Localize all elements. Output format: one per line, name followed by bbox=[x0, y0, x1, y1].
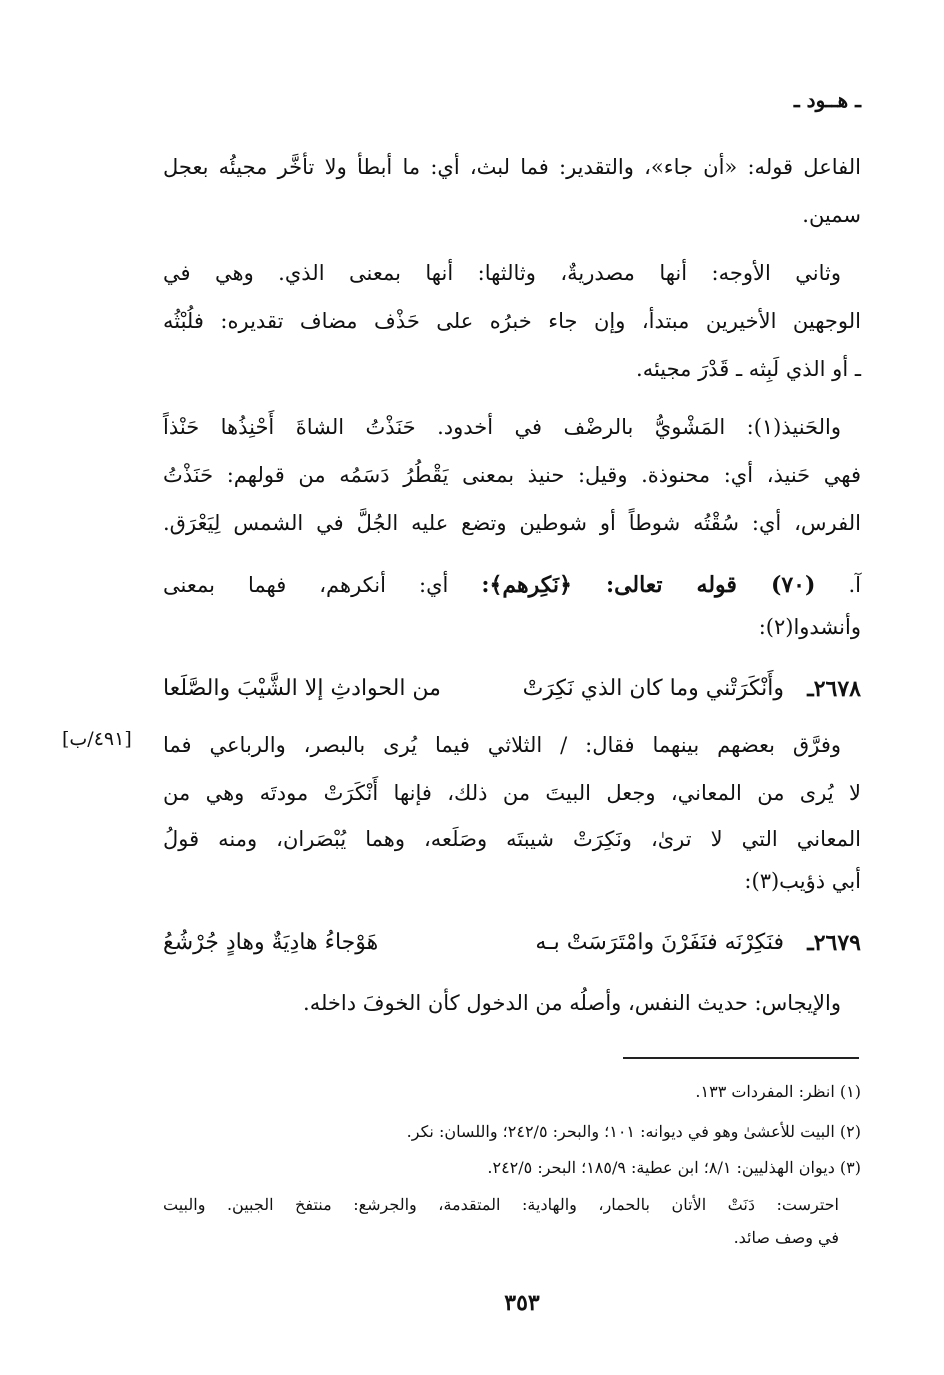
paragraph-5-line-2: لا يُرى من المعاني، وجعل البيتَ من ذلك، فإنها أَنْكَرَتْ مودتَه وهي من bbox=[163, 781, 861, 805]
page-number: ٣٥٣ bbox=[504, 1290, 540, 1316]
paragraph-5-line-3: المعاني التي لا ترىٰ، ونَكِرَتْ شيبتَه وصَلَعه، وهما يُبْصَران، ومنه قولُ bbox=[163, 827, 861, 851]
paragraph-2-line-1: وثاني الأوجه: أنها مصدريةٌ، وثالثها: أنها بمعنى الذي. وهي في bbox=[163, 261, 841, 285]
paragraph-2-line-2: الوجهين الأخيرين مبتدأ، وإن جاء خبرُه على حَذْف مضاف تقديره: فلُبْثُه bbox=[163, 309, 861, 333]
paragraph-1-line-2: سمين. bbox=[802, 203, 861, 227]
paragraph-4-line-2: وأنشدوا(٢): bbox=[758, 615, 861, 639]
paragraph-4-line-1 bbox=[163, 570, 861, 600]
footnote-1: (١) انظر: المفردات ١٣٣. bbox=[695, 1082, 861, 1101]
paragraph-2-line-3: ـ أو الذي لَبِثه ـ قَدْرَ مجيئه. bbox=[636, 357, 861, 381]
verse-first-hemistich: وأَنْكَرَتْني وما كان الذي نَكِرَتْ bbox=[522, 676, 784, 701]
margin-manuscript-ref: [٤٩١/ب] bbox=[62, 728, 132, 750]
running-header: ـ هــود ـ bbox=[793, 88, 861, 112]
paragraph-3-line-3: الفرس، أي: سُقْتُه شوطاً أو شوطين وتضع عليه الجُلَّ في الشمس لِيَعْرَق. bbox=[163, 511, 861, 535]
paragraph-1-line-1: الفاعل قوله: «أن جاء»، والتقدير: فما لبث، أي: ما أبطأ ولا تأخَّر مجيئُه بعجل bbox=[163, 155, 861, 179]
footnote-3: (٣) ديوان الهذليين: ٨/١؛ ابن عطية: ١٨٥/٩؛ البحر: ٢٤٢/٥. bbox=[487, 1158, 861, 1177]
verse-first-hemistich: فنَكِرْنَه فنَفَرْنَ وامْتَرَسَتْ بـه bbox=[535, 930, 784, 955]
footnote-3-continuation-line-2: في وصف صائد. bbox=[733, 1228, 839, 1247]
footnote-3-continuation-line-1: احترست: دَنَتْ الأتان بالحمار، والهادية: المتقدمة، والجرشع: منتفخ الجبين. والبيت bbox=[163, 1195, 839, 1214]
paragraph-3-line-2: فهي حَنيذ، أي: محنوذة. وقيل: حنيذ بمعنى يَقْطُرُ دَسَمُه من قولهم: حَنَذْتُ bbox=[163, 463, 861, 487]
section-marker: آ. bbox=[848, 573, 861, 597]
verse-2678 bbox=[163, 674, 861, 706]
verse-number: ٢٦٧٩ـ bbox=[807, 930, 861, 956]
verse-second-hemistich: من الحوادثِ إلا الشَّيْبَ والصَّلَعا bbox=[163, 676, 441, 701]
verse-number: ٢٦٧٨ـ bbox=[807, 676, 861, 702]
paragraph-4-rest: أي: أنكرهم، فهما بمعنى bbox=[163, 573, 449, 597]
paragraph-5-line-4: أبي ذؤيب(٣): bbox=[744, 869, 861, 893]
paragraph-3-line-1: والحَنيذ(١): المَشْويُّ بالرضْف في أخدود. حَنَذْتُ الشاةَ أَحْنِذُها حَنْذاً bbox=[163, 415, 841, 439]
paragraph-6: والإيجاس: حديث النفس، وأصلُه من الدخول كأن الخوفَ داخله. bbox=[303, 991, 841, 1015]
verse-reference: (٧٠) قوله تعالى: ﴿نَكِرهم﴾: bbox=[481, 572, 816, 598]
footnote-2: (٢) البيت للأعشىٰ وهو في ديوانه: ١٠١؛ والبحر: ٢٤٢/٥؛ واللسان: نكر. bbox=[406, 1122, 861, 1141]
paragraph-5-line-1: وفرَّق بعضهم بينهما فقال: / الثلاثي فيما يُرى بالبصر، والرباعي فما bbox=[163, 733, 841, 757]
footnote-divider bbox=[623, 1057, 859, 1059]
verse-2679 bbox=[163, 928, 861, 960]
verse-second-hemistich: هَوْجاءُ هادِيَةٌ وهادٍ جُرْشُعُ bbox=[163, 930, 379, 955]
